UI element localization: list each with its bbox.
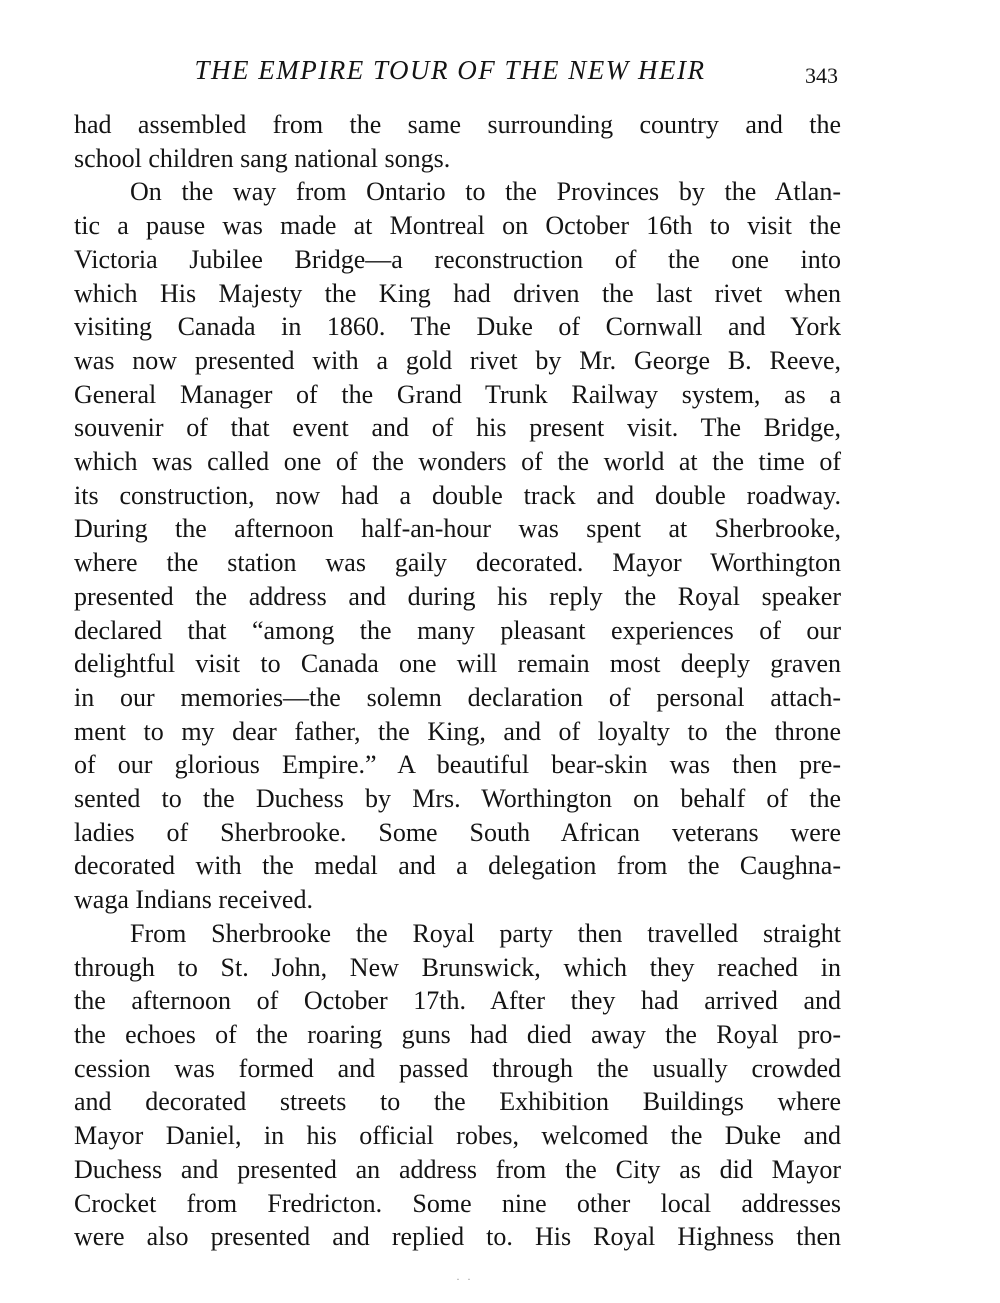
text-line: decorated with the medal and a delegation from the Caughna- [74, 851, 841, 881]
text-line: were also presented and replied to. His Royal Highness then [74, 1222, 841, 1252]
text-line: the afternoon of October 17th. After they had arrived and [74, 986, 841, 1016]
text-line: had assembled from the same surrounding country and the [74, 110, 841, 139]
text-line: declared that “among the many pleasant experiences of our [74, 615, 841, 645]
paragraph-start-line: On the way from Ontario to the Provinces by the Atlan- [130, 177, 841, 207]
text-line: Crocket from Fredricton. Some nine other local addresses [74, 1188, 841, 1218]
text-line: Duchess and presented an address from the City as did Mayor [74, 1154, 841, 1184]
text-line: which His Majesty the King had driven the last rivet when [74, 278, 841, 308]
text-line: souvenir of that event and of his present visit. The Bridge, [74, 413, 841, 443]
text-line: During the afternoon half-an-hour was spent at Sherbrooke, [74, 514, 841, 544]
text-line: sented to the Duchess by Mrs. Worthington on behalf of the [74, 784, 841, 814]
text-line: was now presented with a gold rivet by Mr. George B. Reeve, [74, 345, 841, 375]
printer-mark: · · [456, 1272, 473, 1286]
text-line: of our glorious Empire.” A beautiful bear-skin was then pre- [74, 750, 841, 780]
paragraph-start-line: From Sherbrooke the Royal party then travelled straight [130, 918, 841, 948]
page-number: 343 [805, 63, 838, 88]
text-line: where the station was gaily decorated. Mayor Worthington [74, 548, 841, 578]
text-line: General Manager of the Grand Trunk Railway system, as a [74, 379, 841, 409]
text-line: Victoria Jubilee Bridge—a reconstruction of the one into [74, 244, 841, 274]
text-line: which was called one of the wonders of the world at the time of [74, 447, 841, 477]
text-line: tic a pause was made at Montreal on October 16th to visit the [74, 211, 841, 241]
text-line: and decorated streets to the Exhibition Buildings where [74, 1087, 841, 1117]
text-line: waga Indians received. [74, 885, 313, 915]
text-line: presented the address and during his reply the Royal speaker [74, 581, 841, 611]
text-line: delightful visit to Canada one will remain most deeply graven [74, 649, 841, 679]
body-text [74, 108, 841, 1254]
text-line: school children sang national songs. [74, 143, 451, 173]
text-line: its construction, now had a double track and double roadway. [74, 480, 841, 510]
text-line: Mayor Daniel, in his official robes, welcomed the Duke and [74, 1121, 841, 1151]
text-line: visiting Canada in 1860. The Duke of Cornwall and York [74, 312, 841, 342]
text-line: in our memories—the solemn declaration of personal attach- [74, 682, 841, 712]
text-line: the echoes of the roaring guns had died away the Royal pro- [74, 1019, 841, 1049]
text-line: ment to my dear father, the King, and of loyalty to the throne [74, 716, 841, 746]
text-line: through to St. John, New Brunswick, which they reached in [74, 952, 841, 982]
running-head-title: THE EMPIRE TOUR OF THE NEW HEIR [194, 55, 706, 85]
text-line: ladies of Sherbrooke. Some South African veterans were [74, 817, 841, 847]
text-line: cession was formed and passed through the usually crowded [74, 1053, 841, 1083]
